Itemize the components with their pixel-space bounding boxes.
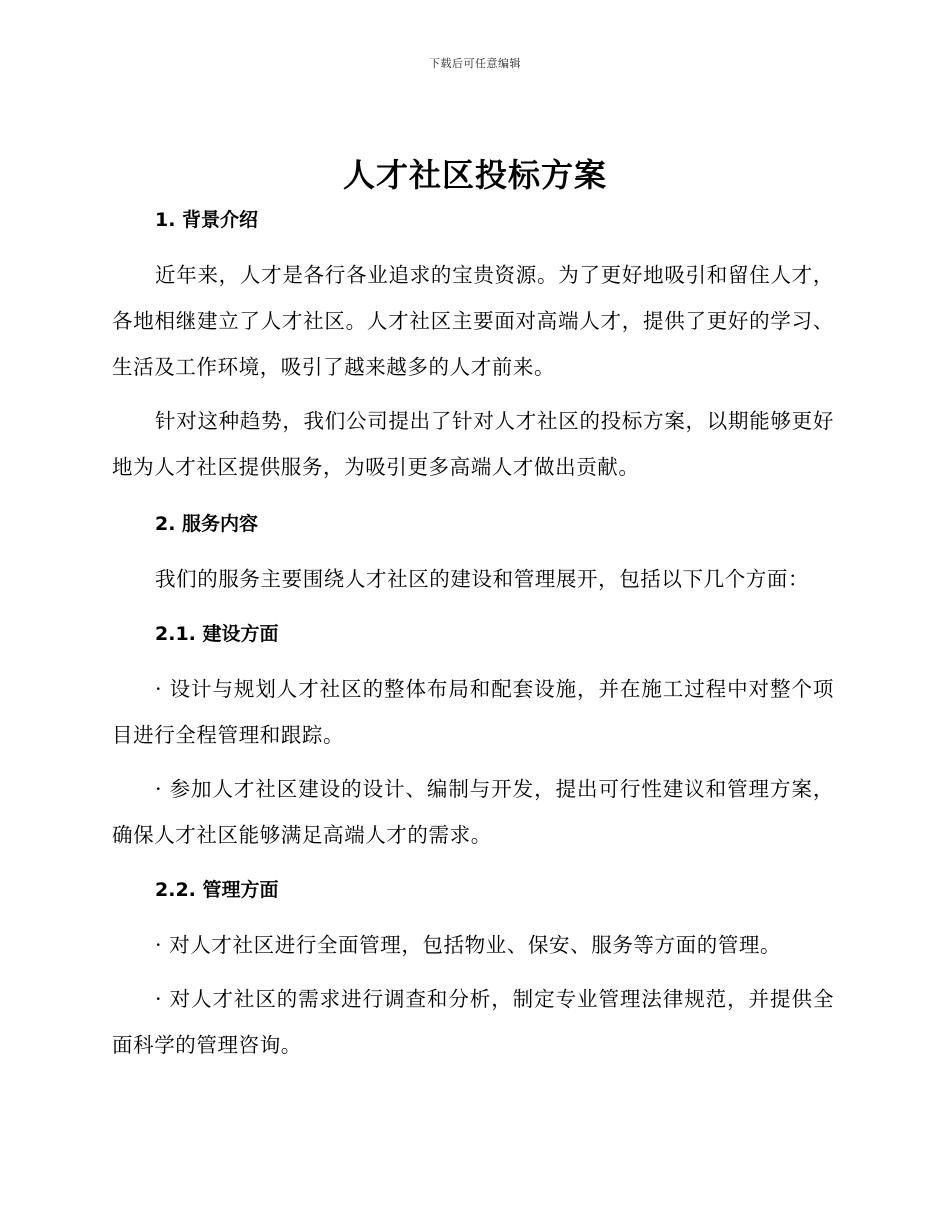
bullet-management-2: · 对人才社区的需求进行调查和分析，制定专业管理法律规范，并提供全面科学的管理咨询。 — [112, 987, 834, 1057]
spacer — [112, 490, 834, 500]
header-note: 下载后可任意编辑 — [429, 57, 521, 70]
spacer — [112, 858, 834, 866]
paragraph-services-intro: 我们的服务主要围绕人才社区的建设和管理展开，包括以下几个方面： — [155, 567, 810, 591]
spacer — [112, 968, 834, 976]
document-body — [112, 196, 834, 1068]
document-title: 人才社区投标方案 — [342, 156, 607, 194]
spacer — [112, 244, 834, 252]
spacer — [112, 602, 834, 610]
paragraph-background-2: 针对这种趋势，我们公司提出了针对人才社区的投标方案，以期能够更好地为人才社区提供服务，为吸引更多高端人才做出贡献。 — [112, 409, 834, 479]
bullet-construction-1: · 设计与规划人才社区的整体布局和配套设施，并在施工过程中对整个项目进行全程管理和跟踪。 — [112, 677, 834, 747]
spacer — [112, 390, 834, 398]
subsection-heading-construction: 2.1. 建设方面 — [155, 623, 279, 645]
spacer — [112, 658, 834, 666]
spacer — [112, 914, 834, 922]
section-heading-background: 1. 背景介绍 — [155, 209, 259, 231]
spacer — [112, 548, 834, 556]
bullet-management-1: · 对人才社区进行全面管理，包括物业、保安、服务等方面的管理。 — [155, 933, 782, 957]
subsection-heading-management: 2.2. 管理方面 — [155, 879, 279, 901]
bullet-construction-2: · 参加人才社区建设的设计、编制与开发，提出可行性建议和管理方案，确保人才社区能够满足高端人才的需求。 — [112, 777, 834, 847]
spacer — [112, 758, 834, 766]
paragraph-background-1: 近年来，人才是各行各业追求的宝贵资源。为了更好地吸引和留住人才，各地相继建立了人才社区。人才社区主要面对高端人才，提供了更好的学习、生活及工作环境，吸引了越来越多的人才前来。 — [112, 263, 834, 379]
section-heading-services: 2. 服务内容 — [155, 513, 259, 535]
